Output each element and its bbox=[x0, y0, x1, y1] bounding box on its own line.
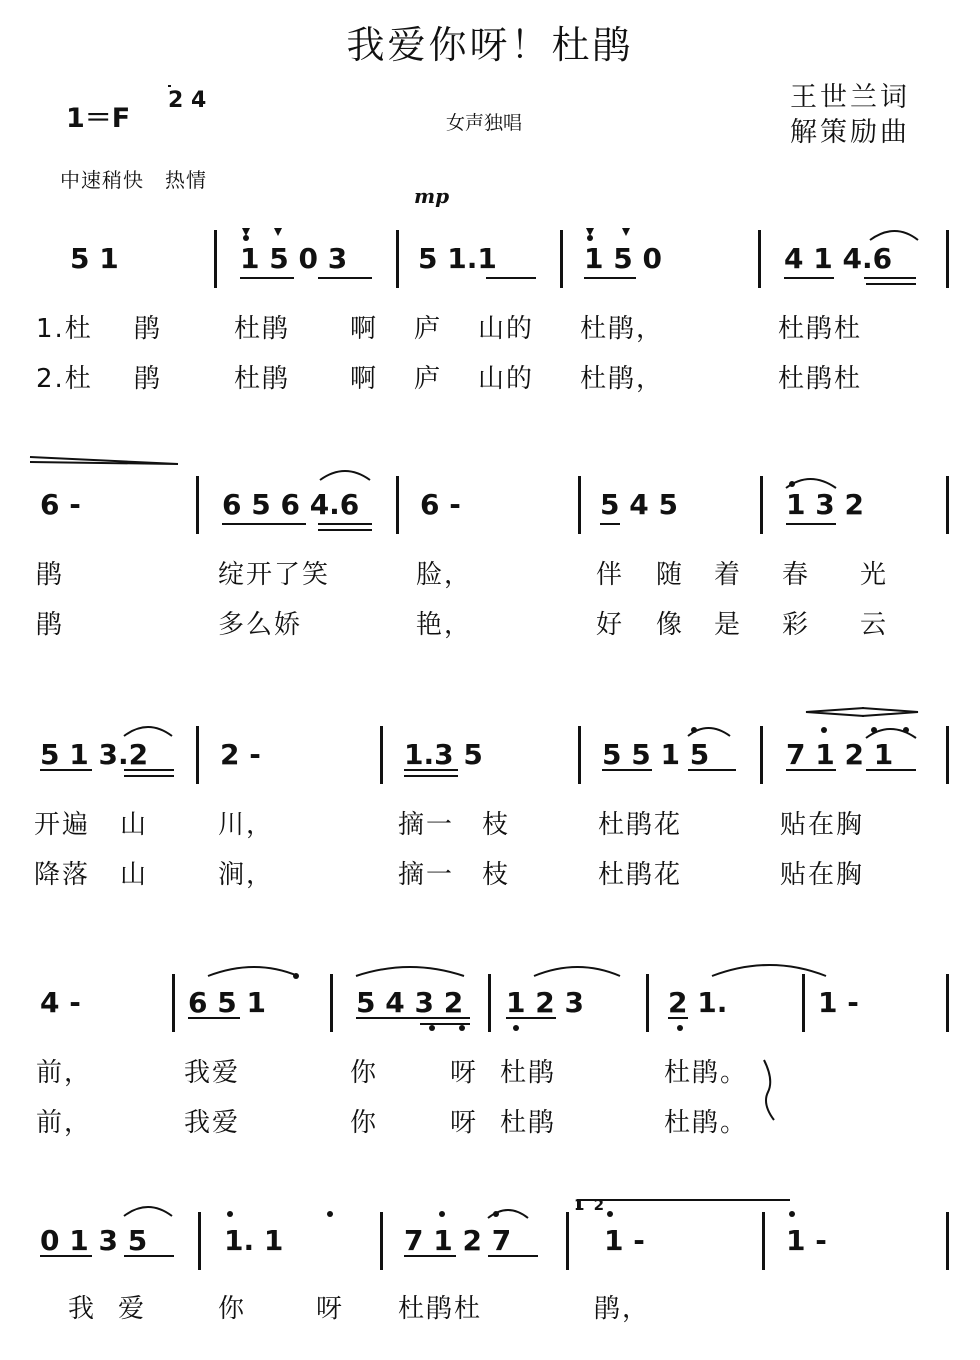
lyric-syllable: 山 bbox=[120, 810, 149, 840]
lyric-syllable: 呀 bbox=[316, 1294, 345, 1324]
lyric-syllable: 杜鹃 bbox=[500, 1058, 557, 1088]
measure: 1 5 0 bbox=[584, 242, 662, 275]
measure: 1 - bbox=[604, 1224, 645, 1257]
tie bbox=[124, 1207, 172, 1216]
lyric-syllable: 杜鹃杜 bbox=[398, 1294, 483, 1324]
lyric-syllable: 杜鹃 bbox=[500, 1108, 557, 1138]
lyric-syllable: 多么娇 bbox=[218, 610, 303, 640]
performance-note: 女声独唱 bbox=[446, 112, 523, 134]
measure: 5 4 3 2 bbox=[356, 986, 464, 1019]
lyric-syllable: 绽开了笑 bbox=[218, 560, 331, 590]
lyric-syllable: 摘一 bbox=[398, 810, 455, 840]
lyric-syllable: 贴在胸 bbox=[780, 810, 865, 840]
measure: 6 5 1 bbox=[188, 986, 266, 1019]
measure: 1 5 0 3 bbox=[240, 242, 348, 275]
lyric-syllable: 杜鹃。 bbox=[664, 1108, 749, 1138]
accent-marks bbox=[242, 228, 630, 236]
lyric-syllable: 摘一 bbox=[398, 860, 455, 890]
lyric-syllable: 光 bbox=[860, 560, 889, 590]
tie bbox=[208, 967, 298, 976]
tie bbox=[870, 231, 918, 240]
measure: 4 - bbox=[40, 986, 81, 1019]
lyric-syllable: 庐 bbox=[414, 364, 443, 394]
dynamic-marking: mp bbox=[414, 184, 450, 208]
measure: 1.3 5 bbox=[404, 738, 483, 771]
meter-top: 2 bbox=[168, 88, 184, 113]
lyric-syllable: 杜鹃杜 bbox=[778, 314, 863, 344]
hairpin-decrescendo bbox=[862, 708, 918, 716]
lyric-syllable: 我爱 bbox=[184, 1108, 241, 1138]
measure: 5 1.1 bbox=[418, 242, 497, 275]
lyric-syllable: 杜鹃杜 bbox=[778, 364, 863, 394]
lyric-syllable: 贴在胸 bbox=[780, 860, 865, 890]
lyric-syllable: 山 bbox=[120, 860, 149, 890]
lyric-syllable: 你 bbox=[350, 1058, 379, 1088]
measure: 1 2 3 bbox=[506, 986, 584, 1019]
slurs-and-ties bbox=[30, 231, 918, 1218]
meter-bottom: 4 bbox=[190, 88, 207, 113]
measure: 1 - bbox=[818, 986, 859, 1019]
tie bbox=[124, 727, 172, 736]
lyric-syllable: 杜鹃花 bbox=[598, 860, 683, 890]
lyric-syllable: 我 bbox=[68, 1294, 97, 1324]
lyric-syllable: 鹃 bbox=[36, 560, 65, 590]
measure: 5 1 bbox=[70, 242, 119, 275]
tie bbox=[356, 967, 464, 976]
lyric-syllable: 啊 bbox=[350, 314, 379, 344]
lyric-syllable: 降落 bbox=[34, 860, 91, 890]
lyric-syllable: 开遍 bbox=[34, 810, 91, 840]
measure: 7 1 2 1 bbox=[786, 738, 894, 771]
lyric-syllable: 杜鹃。 bbox=[664, 1058, 749, 1088]
composer-credit: 解策励曲 bbox=[790, 117, 910, 148]
lyric-syllable: 鹃 bbox=[134, 364, 163, 394]
hairpin-decrescendo bbox=[30, 457, 178, 464]
tie bbox=[712, 965, 826, 976]
tempo-marking: 中速稍快 热情 bbox=[60, 168, 207, 192]
lyric-syllable: 你 bbox=[350, 1108, 379, 1138]
lyric-syllable: 杜鹃， bbox=[580, 314, 665, 344]
lyric-syllable: 杜鹃 bbox=[234, 364, 291, 394]
lyric-syllable: 好 bbox=[596, 610, 625, 640]
volta-label: 1 2 bbox=[574, 1196, 607, 1214]
lyric-syllable: 你 bbox=[218, 1294, 247, 1324]
lyric-syllable: 枝 bbox=[482, 810, 511, 840]
lyric-syllable: 着 bbox=[714, 560, 743, 590]
measure: 6 - bbox=[420, 488, 461, 521]
volta-bracket bbox=[578, 1200, 790, 1210]
lyric-syllable: 艳， bbox=[416, 610, 473, 640]
lyric-syllable: 呀 bbox=[450, 1108, 479, 1138]
lyric-syllable: 涧， bbox=[218, 860, 275, 890]
lyric-syllable: 山的 bbox=[478, 364, 535, 394]
measure: 6 5 6 4.6 bbox=[222, 488, 360, 521]
measure: 0 1 3 5 bbox=[40, 1224, 148, 1257]
lyric-syllable: 杜鹃花 bbox=[598, 810, 683, 840]
measure: 1. 1 bbox=[224, 1224, 284, 1257]
lyric-syllable: 像 bbox=[656, 610, 685, 640]
lyric-syllable: 啊 bbox=[350, 364, 379, 394]
lyric-syllable: 杜鹃 bbox=[234, 314, 291, 344]
beams bbox=[40, 278, 916, 1256]
tie bbox=[320, 471, 370, 480]
lyric-syllable: 鹃 bbox=[134, 314, 163, 344]
measure: 5 4 5 bbox=[600, 488, 678, 521]
lyric-syllable: 脸， bbox=[416, 560, 473, 590]
lyric-syllable: 前， bbox=[36, 1108, 93, 1138]
lyric-syllable: 鹃， bbox=[594, 1294, 651, 1324]
key-signature: 1＝F bbox=[66, 103, 131, 134]
hairpin-crescendo bbox=[806, 708, 864, 716]
measure: 1 - bbox=[786, 1224, 827, 1257]
lyric-syllable: 彩 bbox=[782, 610, 811, 640]
lyric-syllable: 呀 bbox=[450, 1058, 479, 1088]
measure: 1 3 2 bbox=[786, 488, 864, 521]
lyric-syllable: 山的 bbox=[478, 314, 535, 344]
lyric-syllable: 庐 bbox=[414, 314, 443, 344]
measure: 2 1. bbox=[668, 986, 728, 1019]
lyric-syllable: 随 bbox=[656, 560, 685, 590]
lyric-syllable: 川， bbox=[218, 810, 275, 840]
octave-dots bbox=[227, 235, 909, 1217]
lyric-syllable: 是 bbox=[714, 610, 743, 640]
measure: 5 1 3.2 bbox=[40, 738, 149, 771]
lyric-syllable: 云 bbox=[860, 610, 889, 640]
lyric-syllable: 伴 bbox=[596, 560, 625, 590]
verse-bracket bbox=[764, 1060, 774, 1120]
measure: 4 1 4.6 bbox=[784, 242, 893, 275]
song-title: 我爱你呀！杜鹃 bbox=[346, 23, 634, 67]
lyric-syllable: 前， bbox=[36, 1058, 93, 1088]
measure: 2 - bbox=[220, 738, 261, 771]
lyric-syllable: 爱 bbox=[118, 1294, 147, 1324]
lyric-syllable: 2.杜 bbox=[36, 364, 93, 394]
lyric-syllable: 春 bbox=[782, 560, 811, 590]
tie bbox=[534, 967, 620, 976]
measure: 6 - bbox=[40, 488, 81, 521]
lyric-syllable: 枝 bbox=[482, 860, 511, 890]
lyric-syllable: 我爱 bbox=[184, 1058, 241, 1088]
lyric-syllable: 杜鹃， bbox=[580, 364, 665, 394]
lyricist-credit: 王世兰词 bbox=[790, 82, 910, 113]
lyric-syllable: 1.杜 bbox=[36, 314, 93, 344]
measure: 5 5 1 5 bbox=[602, 738, 710, 771]
lyric-syllable: 鹃 bbox=[36, 610, 65, 640]
measure: 7 1 2 7 bbox=[404, 1224, 512, 1257]
